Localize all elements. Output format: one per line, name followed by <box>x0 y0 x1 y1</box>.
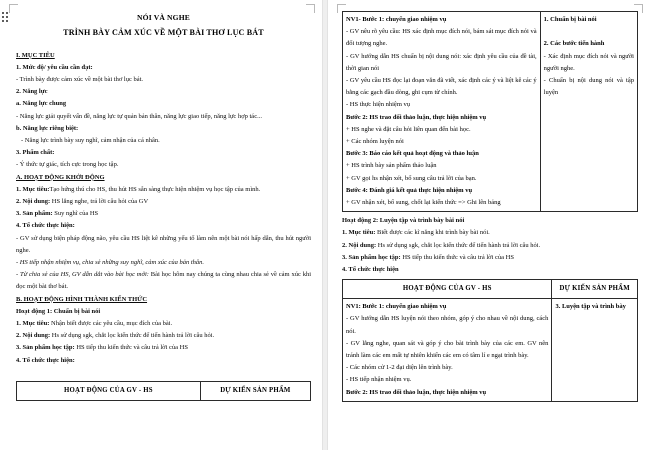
heading-muc-tieu: I. MỤC TIÊU <box>16 51 55 59</box>
muc-tieu-item2-label: 2. Năng lực <box>16 88 48 96</box>
document-page-right <box>328 0 650 450</box>
section-a-item2 <box>16 196 311 208</box>
section-a-item2-label: 2. Nội dung: <box>16 198 51 206</box>
section-a-item3 <box>16 208 311 220</box>
page-title: NÓI VÀ NGHE <box>137 13 190 22</box>
section-a-item3-text: Suy nghĩ của HS <box>52 210 99 218</box>
product-line: 3. Luyện tập và trình bày <box>555 303 626 311</box>
product-line: - Xác định mục đích nói và người người nghe. <box>543 52 634 72</box>
right-page-table-activity1 <box>342 11 638 212</box>
product-line: - Chuẩn bị nội dung nói và tập luyện <box>543 77 634 97</box>
muc-tieu-item3-label: 3. Phẩm chất: <box>16 149 55 157</box>
section-a-body3 <box>16 269 311 293</box>
page-left-body <box>0 0 322 450</box>
section-b-item2 <box>16 330 311 342</box>
section-a-body3-italic: - Từ chia sẻ của HS, GV dẫn dắt vào bài học mới: <box>16 271 149 279</box>
section-b-item3 <box>16 342 311 354</box>
table-header-row <box>343 280 638 299</box>
section-b-item3-label: 3. Sản phẩm học tập: <box>16 344 75 352</box>
table-header-row <box>17 381 311 400</box>
activity-line: - HS tiếp nhận nhiệm vụ. <box>346 376 412 384</box>
activity-line: Bước 4: Đánh giá kết quả thực hiện nhiệm vụ <box>346 186 473 194</box>
table-cell-activities <box>343 299 552 402</box>
activity1-title: Hoạt động 1: Chuẩn bị bài nói <box>16 307 101 315</box>
activity-line: + HS nghe và đặt câu hỏi liên quan đến bài học. <box>346 125 471 133</box>
activity-line: - GV hướng dẫn HS chuẩn bị nội dung nói: xác định yêu cầu của đề tài, thời gian nói <box>346 52 537 72</box>
activity-line: - Các nhóm cử 1-2 đại diện lên trình bày. <box>346 364 453 372</box>
activity2-item1-text: Biết được các kĩ năng khi trình bày bài nói. <box>375 229 490 237</box>
activity-line: + GV gọi hs nhận xét, bổ sung câu trả lời của bạn. <box>346 174 477 182</box>
section-b-item2-text: Hs sử dụng sgk, chắt lọc kiến thức để tiến hành trả lời câu hỏi. <box>50 332 215 340</box>
activity-line: - GV hướng dẫn HS luyện nói theo nhóm, góp ý cho nhau về nội dung, cách nói. <box>346 315 549 335</box>
table-header-products: DỰ KIẾN SẢN PHẨM <box>200 381 310 400</box>
table-cell-products <box>552 299 638 402</box>
section-a-item4-label: 4. Tổ chức thực hiện: <box>16 222 75 230</box>
table-header-activities: HOẠT ĐỘNG CỦA GV - HS <box>17 381 201 400</box>
products-col-content <box>555 301 634 313</box>
activity-line: - GV lắng nghe, quan sát và góp ý cho bài trình bày của các em. GV nên tránh làm các em mất tự nhiên khiến các em có tâm lí e ngại trình bày. <box>346 339 549 360</box>
section-b-item4-label: 4. Tổ chức thực hiện: <box>16 356 75 364</box>
activity-line: + HS trình bày sản phẩm thảo luận <box>346 162 437 170</box>
activity-line: + GV nhận xét, bổ sung, chốt lại kiến thức => Ghi lên bảng <box>346 199 501 207</box>
activity-line: NV1: Bước 1: chuyển giao nhiệm vụ <box>346 303 447 311</box>
activity2-item3 <box>342 252 638 264</box>
section-a-item1-text: Tạo hứng thú cho HS, thu hút HS sẵn sàng thực hiện nhiệm vụ học tập của mình. <box>49 185 261 193</box>
page-subtitle: TRÌNH BÀY CẢM XÚC VỀ MỘT BÀI THƠ LỤC BÁT <box>63 28 264 38</box>
activity2-item4-label: 4. Tổ chức thực hiện <box>342 266 399 274</box>
products-col-content <box>544 14 634 99</box>
table-header-activities: HOẠT ĐỘNG CỦA GV - HS <box>343 280 552 299</box>
section-b-item1-text: Nhận biết được các yêu cầu, mục đích của bài. <box>49 320 173 328</box>
muc-tieu-item2a-text: - Năng lực giải quyết vấn đề, năng lực tự quản bản thân, năng lực giao tiếp, năng lực hợp tác... <box>16 112 262 120</box>
activity-line: Bước 3: Báo cáo kết quả hoạt động và thảo luận <box>346 150 479 158</box>
product-line <box>544 26 634 38</box>
muc-tieu-item1-label: 1. Mức độ/ yêu cầu cần đạt: <box>16 63 93 71</box>
section-a-item3-label: 3. Sản phẩm: <box>16 210 53 218</box>
table-cell-products <box>540 12 637 212</box>
muc-tieu-item1-text: - Trình bày được cảm xúc về một bài thơ lục bát. <box>16 76 144 83</box>
section-a-item1-label: 1. Mục tiêu: <box>16 185 50 193</box>
section-a-body1: - GV sử dụng biện pháp động não, yêu cầu HS liệt kê những yếu tố làm nên một bài nói hấp dẫn, thu hút người nghe. <box>16 234 311 254</box>
muc-tieu-item2a-label: a. Năng lực chung <box>16 100 67 108</box>
section-b-item2-label: 2. Nội dung: <box>16 332 51 340</box>
section-a-item1 <box>16 184 311 196</box>
activity2-item1 <box>342 227 638 239</box>
section-a-body3-rest: Bài học hôm nay chúng ta cùng nhau chia sẻ về cảm xúc khi đọc một bài thơ bát. <box>16 271 311 291</box>
activity2-title: Hoạt động 2: Luyện tập và trình bày bài nói <box>342 217 465 225</box>
section-a-item2-text: HS lắng nghe, trả lời câu hỏi của GV <box>50 198 149 206</box>
activity-line: - HS thực hiện nhiệm vụ <box>346 101 411 109</box>
heading-hoat-dong-khoi-dong: A. HOẠT ĐỘNG KHỞI ĐỘNG <box>16 173 105 181</box>
activity-line: Bước 2: HS trao đổi thảo luận, thực hiện nhiệm vụ <box>346 388 487 396</box>
section-b-item3-text: HS tiếp thu kiến thức và câu trả lời của HS <box>74 344 188 352</box>
activities-col-content <box>346 14 537 209</box>
table-row <box>343 12 638 212</box>
section-a-body2: - HS tiếp nhận nhiệm vụ, chia sẻ những suy nghĩ, cảm xúc của bản thân. <box>16 259 205 267</box>
activity2-item2-label: 2. Nội dung: <box>342 241 377 249</box>
activity2-item2 <box>342 240 638 252</box>
activity2-item3-label: 3. Sản phẩm học tập: <box>342 253 401 261</box>
activity-line: Bước 2: HS trao đổi thảo luận, thực hiện nhiệm vụ <box>346 113 487 121</box>
activity2-item3-text: HS tiếp thu kiến thức và câu trả lời của HS <box>400 253 514 261</box>
right-page-table-activity2 <box>342 279 638 402</box>
section-b-item1-label: 1. Mục tiêu: <box>16 320 50 328</box>
product-line: 2. Các bước tiến hành <box>543 40 605 48</box>
activity2-item1-label: 1. Mục tiêu: <box>342 229 376 237</box>
heading-hoat-dong-hinh-thanh: B. HOẠT ĐỘNG HÌNH THÀNH KIẾN THỨC <box>16 295 148 303</box>
left-page-activity-table <box>16 381 311 401</box>
muc-tieu-item3-text: - Ý thức tự giác, tích cực trong học tập. <box>16 161 119 169</box>
activity-line: + Các nhóm luyện nói <box>346 138 404 146</box>
activity-line: NV1- Bước 1: chuyển giao nhiệm vụ <box>346 16 447 23</box>
activities-col-content <box>346 301 548 399</box>
activity-line: - GV nêu rõ yêu cầu: HS xác định mục đích nói, bám sát mục đích nói và đối tượng nghe. <box>346 28 537 48</box>
muc-tieu-item2b-label: b. Năng lực riêng biệt: <box>16 124 79 132</box>
activity-line: - GV yêu cầu HS đọc lại đoạn văn đã viết, xác định các ý và liệt kê các ý bằng các gạch đầu dòng, ghi cụm từ chính. <box>346 77 537 97</box>
table-row <box>343 299 638 402</box>
section-b-item1 <box>16 318 311 330</box>
muc-tieu-item2b-text: - Năng lực trình bày suy nghĩ, cảm nhận của cá nhân. <box>21 137 160 145</box>
document-page-left <box>0 0 322 450</box>
page-right-body <box>328 0 650 450</box>
table-cell-activities <box>343 12 541 212</box>
product-line: 1. Chuẩn bị bài nói <box>543 16 597 23</box>
table-header-products: DỰ KIẾN SẢN PHẨM <box>552 280 638 299</box>
activity2-item2-text: Hs sử dụng sgk, chắt lọc kiến thức để tiến hành trả lời câu hỏi. <box>376 241 541 249</box>
